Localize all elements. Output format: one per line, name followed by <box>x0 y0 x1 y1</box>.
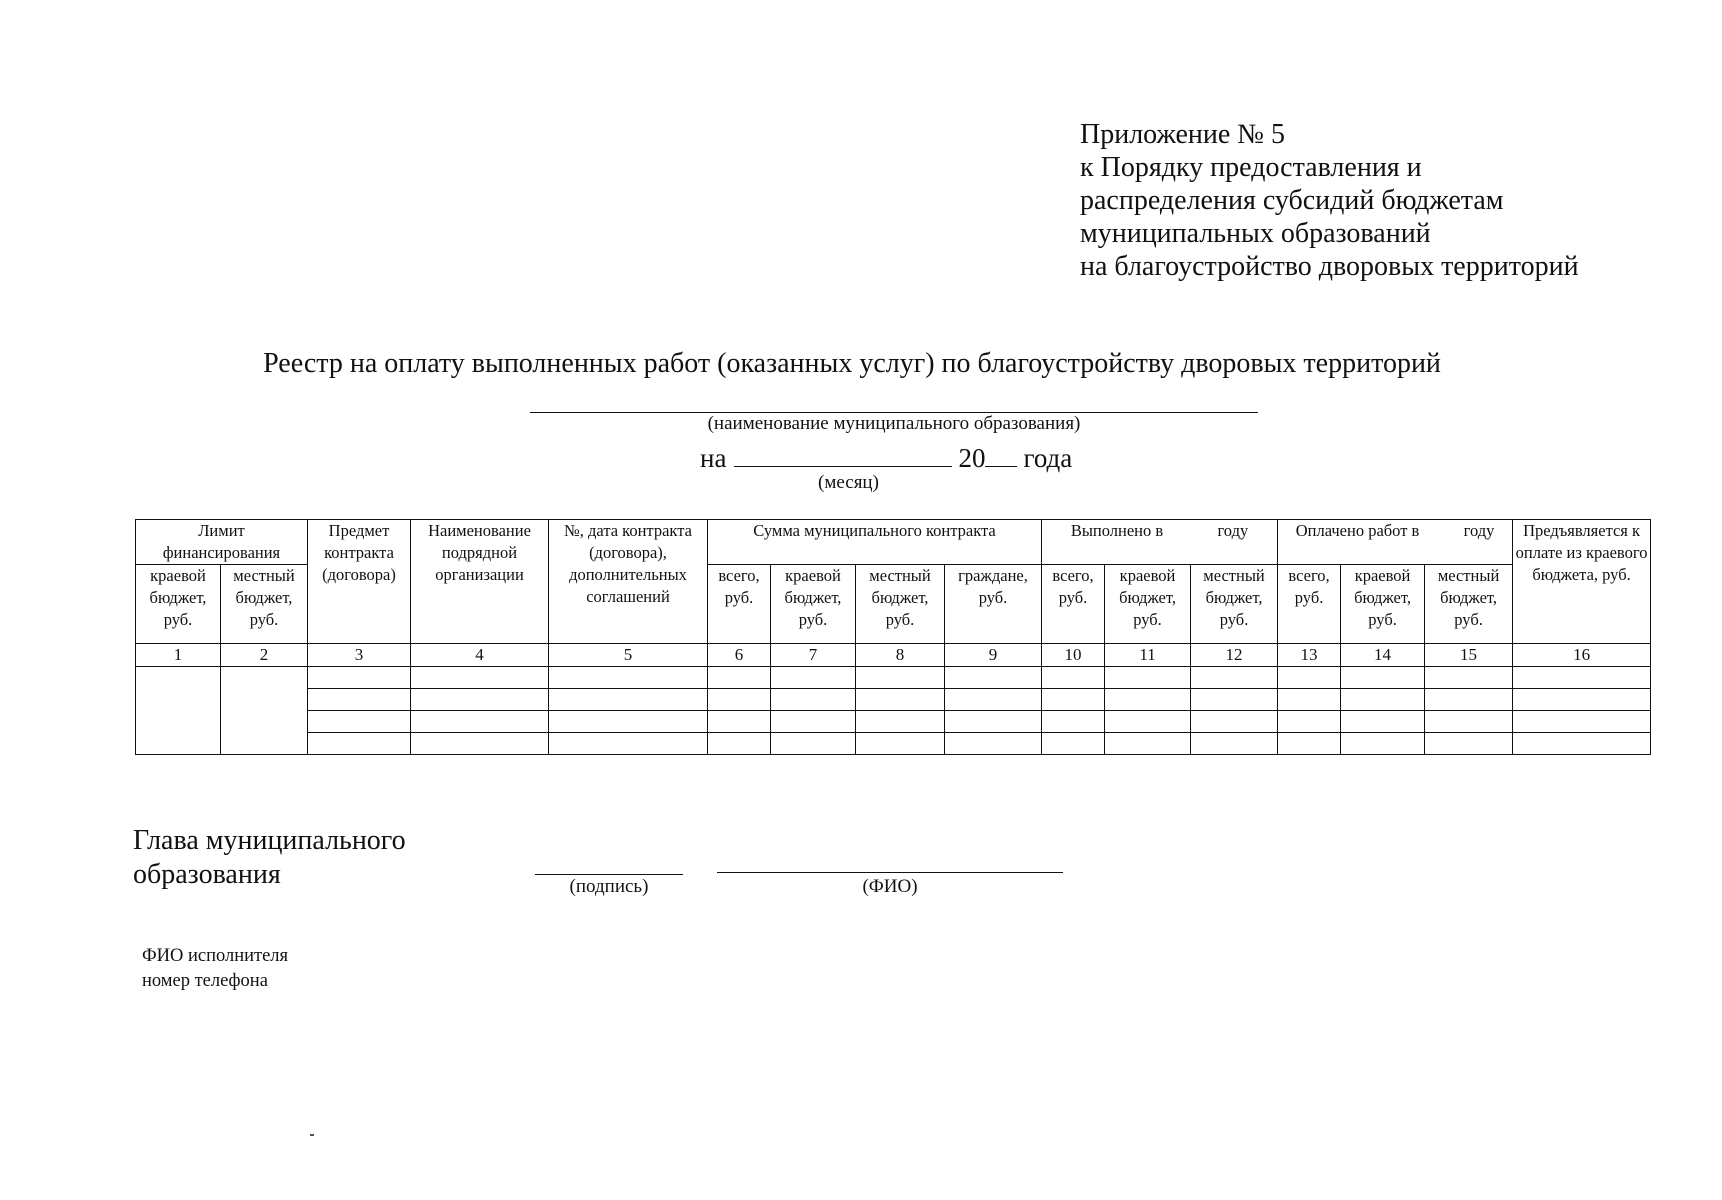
signature-caption: (подпись) <box>569 876 649 897</box>
table-cell <box>308 689 411 711</box>
table-row <box>136 711 1651 733</box>
signature-position-line: образования <box>133 859 281 890</box>
appendix-line: муниципальных образований <box>1080 218 1431 249</box>
month-caption: (месяц) <box>818 472 879 493</box>
table-cell <box>1191 733 1278 755</box>
table-cell <box>411 733 549 755</box>
table-cell <box>1042 733 1105 755</box>
column-number: 13 <box>1278 644 1341 667</box>
table-cell <box>1341 711 1425 733</box>
done-header <box>1042 520 1278 565</box>
table-cell <box>1341 667 1425 689</box>
table-cell <box>1105 733 1191 755</box>
paid-local-header: местный бюджет, руб. <box>1425 565 1513 644</box>
table-cell <box>945 689 1042 711</box>
table-cell <box>771 711 856 733</box>
column-number: 2 <box>221 644 308 667</box>
table-cell <box>1513 733 1651 755</box>
table-cell <box>708 689 771 711</box>
table-cell <box>1042 689 1105 711</box>
executor-name-label: ФИО исполнителя <box>142 946 289 966</box>
table-cell <box>1425 711 1513 733</box>
column-number: 11 <box>1105 644 1191 667</box>
table-cell <box>1341 689 1425 711</box>
column-number: 16 <box>1513 644 1651 667</box>
table-cell <box>411 689 549 711</box>
signature-position <box>133 824 406 892</box>
table-cell <box>1278 711 1341 733</box>
done-local-header: местный бюджет, руб. <box>1191 565 1278 644</box>
year-prefix: 20 <box>958 443 986 473</box>
table-cell <box>1341 733 1425 755</box>
date-row <box>700 440 1072 474</box>
signature-position-line: Глава муниципального <box>133 825 406 856</box>
limit-regional-header: краевой бюджет, руб. <box>136 565 221 644</box>
appendix-line: на благоустройство дворовых территорий <box>1080 251 1579 282</box>
executor-block <box>142 944 288 994</box>
month-blank-line <box>734 440 952 467</box>
sum-local-header: местный бюджет, руб. <box>856 565 945 644</box>
table-cell <box>308 733 411 755</box>
table-cell <box>1191 667 1278 689</box>
done-header-prefix: Выполнено в <box>1070 521 1164 540</box>
table-cell <box>771 667 856 689</box>
column-number: 4 <box>411 644 549 667</box>
document-title-text: Реестр на оплату выполненных работ (оказанных услуг) по благоустройству дворовых территорий <box>263 348 1441 379</box>
table-row <box>136 667 1651 689</box>
fio-caption: (ФИО) <box>862 876 918 897</box>
done-total-header: всего, руб. <box>1042 565 1105 644</box>
table-cell <box>549 667 708 689</box>
contract-number-header: №, дата контракта (договора), дополнительных соглашений <box>549 520 708 644</box>
paid-header <box>1278 520 1513 565</box>
table-cell <box>549 689 708 711</box>
column-number: 8 <box>856 644 945 667</box>
table-cell <box>1105 689 1191 711</box>
column-number-row <box>136 644 1651 667</box>
paid-header-prefix: Оплачено работ в <box>1295 521 1420 540</box>
municipality-caption: (наименование муниципального образования) <box>707 413 1081 434</box>
registry-table <box>135 519 1651 755</box>
paid-header-suffix: году <box>1463 521 1495 540</box>
header-row-top <box>136 520 1651 565</box>
table-cell <box>411 711 549 733</box>
document-title <box>0 348 1722 380</box>
year-blank-line <box>985 440 1017 467</box>
table-cell <box>411 667 549 689</box>
table-cell <box>308 667 411 689</box>
paid-total-header: всего, руб. <box>1278 565 1341 644</box>
table-cell <box>1425 733 1513 755</box>
table-cell <box>708 667 771 689</box>
table-cell <box>1425 667 1513 689</box>
executor-phone-label: номер телефона <box>142 971 268 991</box>
table-cell <box>945 733 1042 755</box>
column-number: 10 <box>1042 644 1105 667</box>
table-cell <box>1042 667 1105 689</box>
table-cell <box>1042 711 1105 733</box>
table-cell <box>771 733 856 755</box>
table-cell <box>1278 667 1341 689</box>
column-number: 7 <box>771 644 856 667</box>
sum-regional-header: краевой бюджет, руб. <box>771 565 856 644</box>
column-number: 12 <box>1191 644 1278 667</box>
table-cell <box>708 711 771 733</box>
table-cell <box>1191 689 1278 711</box>
column-number: 14 <box>1341 644 1425 667</box>
table-cell <box>549 733 708 755</box>
appendix-line: распределения субсидий бюджетам <box>1080 185 1504 216</box>
table-cell <box>1513 667 1651 689</box>
signature-blank-line <box>535 874 683 875</box>
appendix-line: Приложение № 5 <box>1080 119 1285 150</box>
limit-local-header: местный бюджет, руб. <box>221 565 308 644</box>
scan-speck <box>310 1134 314 1136</box>
done-header-suffix: году <box>1217 521 1249 540</box>
table-cell <box>1105 667 1191 689</box>
table-cell <box>771 689 856 711</box>
done-regional-header: краевой бюджет, руб. <box>1105 565 1191 644</box>
column-number: 9 <box>945 644 1042 667</box>
column-number: 15 <box>1425 644 1513 667</box>
fio-blank-line <box>717 872 1063 873</box>
appendix-header <box>1080 118 1579 283</box>
table-row <box>136 689 1651 711</box>
table-cell <box>549 711 708 733</box>
table-cell <box>856 667 945 689</box>
table-cell <box>1513 689 1651 711</box>
paid-regional-header: краевой бюджет, руб. <box>1341 565 1425 644</box>
sum-citizens-header: граждане, руб. <box>945 565 1042 644</box>
table-cell <box>1105 711 1191 733</box>
subject-header: Предмет контракта (договора) <box>308 520 411 644</box>
date-suffix: года <box>1023 443 1073 473</box>
table-cell <box>856 711 945 733</box>
appendix-line: к Порядку предоставления и <box>1080 152 1422 183</box>
limit-regional-cell <box>136 667 221 755</box>
table-cell <box>856 733 945 755</box>
column-number: 6 <box>708 644 771 667</box>
table-cell <box>1278 689 1341 711</box>
table-cell <box>1513 711 1651 733</box>
table-cell <box>945 711 1042 733</box>
claimed-header: Предъявляется к оплате из краевого бюджета, руб. <box>1513 520 1651 644</box>
table-cell <box>1191 711 1278 733</box>
date-prefix: на <box>700 443 727 473</box>
limit-local-cell <box>221 667 308 755</box>
table-cell <box>1278 733 1341 755</box>
table-cell <box>708 733 771 755</box>
table-cell <box>308 711 411 733</box>
table-cell <box>945 667 1042 689</box>
table-cell <box>1425 689 1513 711</box>
contract-sum-header: Сумма муниципального контракта <box>708 520 1042 565</box>
table-row <box>136 733 1651 755</box>
contractor-header: Наименование подрядной организации <box>411 520 549 644</box>
column-number: 1 <box>136 644 221 667</box>
table-cell <box>856 689 945 711</box>
column-number: 5 <box>549 644 708 667</box>
limit-header: Лимит финансирования <box>136 520 308 565</box>
sum-total-header: всего, руб. <box>708 565 771 644</box>
column-number: 3 <box>308 644 411 667</box>
